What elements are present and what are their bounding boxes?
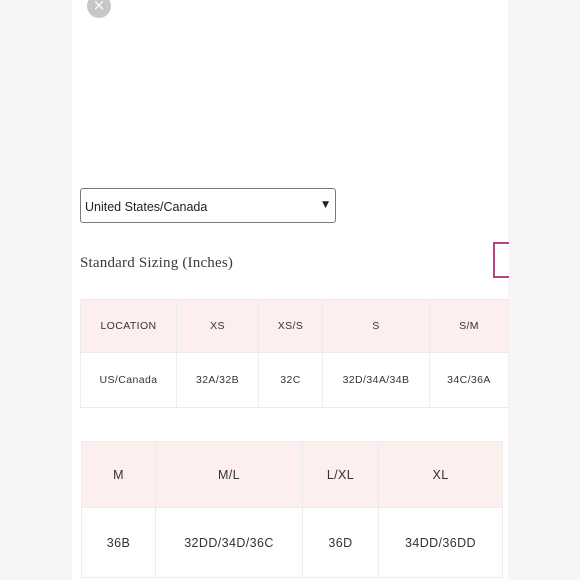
close-icon[interactable]: × xyxy=(87,0,111,18)
table-row xyxy=(82,508,503,578)
table-header-cell: XS/S xyxy=(259,300,323,353)
table-header-row xyxy=(82,442,503,508)
table-header-cell: L/XL xyxy=(303,442,379,508)
table-header-cell: S/M xyxy=(430,300,509,353)
table-header-cell: M xyxy=(82,442,156,508)
side-tab-button[interactable] xyxy=(493,242,509,278)
table-cell: 34C/36A xyxy=(430,353,509,408)
table-header-cell: S xyxy=(323,300,430,353)
table-header-row xyxy=(81,300,509,353)
table-header-cell: LOCATION xyxy=(81,300,177,353)
table-cell: 36B xyxy=(82,508,156,578)
table-cell: 32C xyxy=(259,353,323,408)
size-table-2 xyxy=(81,441,503,578)
chevron-down-icon: ▼ xyxy=(322,200,329,210)
size-table-1 xyxy=(80,299,509,408)
table-cell: 32A/32B xyxy=(177,353,259,408)
table-header-cell: XL xyxy=(379,442,503,508)
table-header-cell: XS xyxy=(177,300,259,353)
table-row xyxy=(81,353,509,408)
table-cell: 36D xyxy=(303,508,379,578)
region-select[interactable] xyxy=(80,188,336,223)
table-cell: 32DD/34D/36C xyxy=(156,508,303,578)
table-cell: 32D/34A/34B xyxy=(323,353,430,408)
section-title: Standard Sizing (Inches) xyxy=(80,255,234,271)
table-cell: 34DD/36DD xyxy=(379,508,503,578)
table-header-cell: M/L xyxy=(156,442,303,508)
table-cell: US/Canada xyxy=(81,353,177,408)
region-select-value: United States/Canada xyxy=(85,200,208,214)
